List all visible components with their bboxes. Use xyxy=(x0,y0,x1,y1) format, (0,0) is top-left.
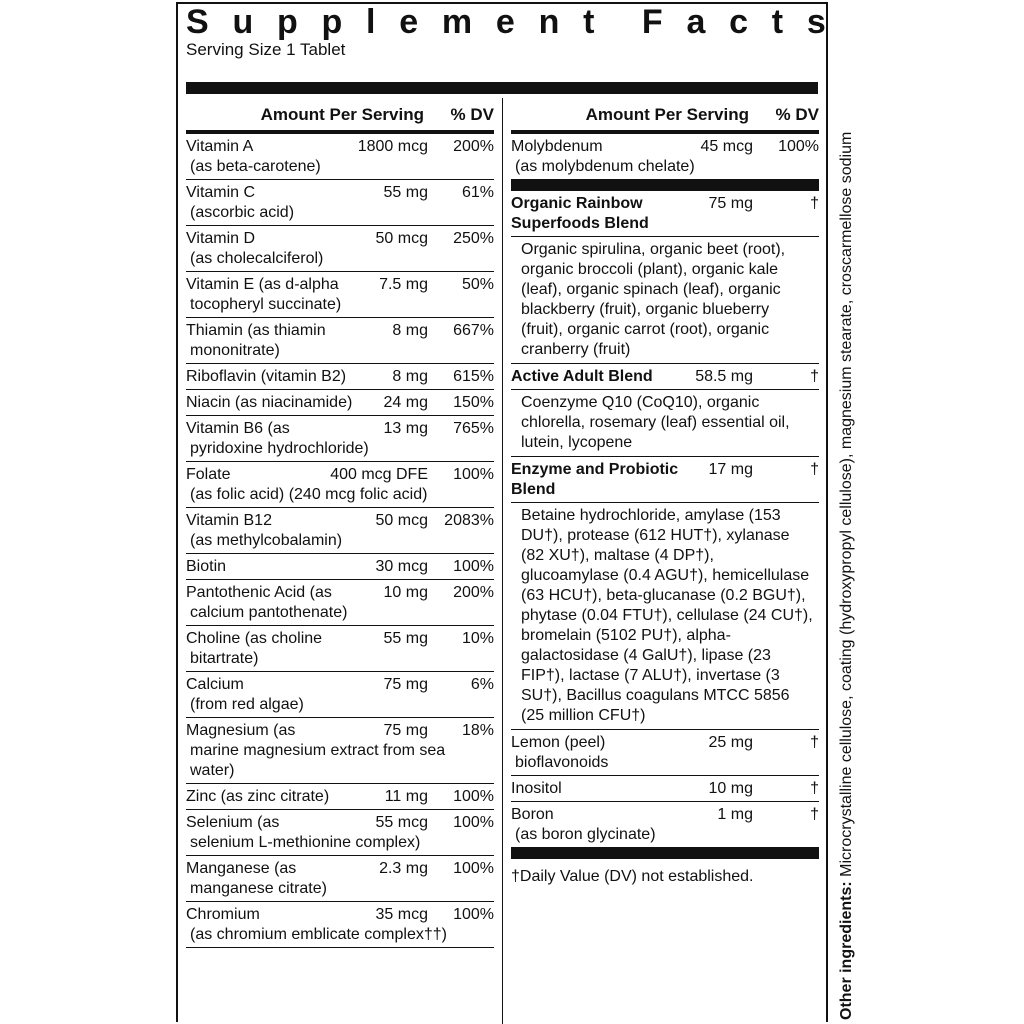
nutrient-name: Folate xyxy=(186,466,231,483)
nutrient-name: Active Adult Blend xyxy=(511,368,653,385)
nutrient-dv: 200% xyxy=(453,138,494,155)
nutrient-row xyxy=(511,191,819,237)
nutrient-name: Vitamin E (as d-alpha xyxy=(186,276,339,293)
nutrient-row xyxy=(186,626,494,672)
serving-size: Serving Size 1 Tablet xyxy=(186,40,346,59)
nutrient-row xyxy=(186,902,494,948)
title-letter: p xyxy=(276,3,298,41)
nutrient-source: calcium pantothenate) xyxy=(190,604,348,621)
nutrient-row xyxy=(186,180,494,226)
nutrient-name: Molybdenum xyxy=(511,138,603,155)
nutrient-row xyxy=(186,554,494,580)
nutrient-amount: 45 mcg xyxy=(700,138,753,155)
nutrient-name: Vitamin B6 (as xyxy=(186,420,290,437)
title-letter: c xyxy=(729,3,749,41)
nutrient-dv: 100% xyxy=(453,558,494,575)
nutrient-row xyxy=(186,718,494,784)
nutrient-row xyxy=(511,776,819,802)
nutrient-row xyxy=(186,810,494,856)
nutrient-name: Biotin xyxy=(186,558,227,575)
nutrient-row xyxy=(186,226,494,272)
nutrient-row xyxy=(186,364,494,390)
nutrient-row xyxy=(186,580,494,626)
nutrient-name: Boron xyxy=(511,806,554,823)
column-header xyxy=(186,100,494,134)
nutrient-amount: 1800 mcg xyxy=(357,138,428,155)
nutrient-row xyxy=(186,508,494,554)
nutrient-source: bitartrate) xyxy=(190,650,259,667)
nutrient-row xyxy=(511,730,819,776)
title-letter: t xyxy=(771,3,784,41)
nutrient-dv: 615% xyxy=(453,368,494,385)
nutrient-row xyxy=(511,457,819,503)
nutrient-source: (as beta-carotene) xyxy=(190,158,321,175)
nutrient-source: (from red algae) xyxy=(190,696,304,713)
nutrient-dv: † xyxy=(810,734,819,751)
nutrient-amount: 400 mcg DFE xyxy=(330,466,428,483)
dv-header: % DV xyxy=(450,105,494,124)
blend-ingredients: Organic spirulina, organic beet (root), organic broccoli (plant), organic kale (leaf), organic spinach (leaf), organic blackberry (fruit), organic blueberry (fruit), organic carrot (root), organic cranberry (fruit) xyxy=(511,237,819,364)
nutrient-amount: 17 mg xyxy=(708,461,753,478)
nutrient-name: Calcium xyxy=(186,676,244,693)
nutrient-source: marine magnesium extract from sea water) xyxy=(190,742,446,779)
nutrient-dv: † xyxy=(810,195,819,212)
nutrient-name: Thiamin (as thiamin xyxy=(186,322,326,339)
nutrient-row-molybdenum xyxy=(511,134,819,191)
nutrient-row xyxy=(511,364,819,390)
nutrient-row xyxy=(186,856,494,902)
nutrient-dv: † xyxy=(810,780,819,797)
nutrient-amount: 2.3 mg xyxy=(379,860,428,877)
nutrient-amount: 25 mg xyxy=(708,734,753,751)
nutrient-dv: 765% xyxy=(453,420,494,437)
title-letter: e xyxy=(495,3,515,41)
title-letter: n xyxy=(538,3,560,41)
nutrient-dv: 2083% xyxy=(444,512,494,529)
nutrient-name: Vitamin B12 xyxy=(186,512,272,529)
nutrient-amount: 30 mcg xyxy=(375,558,428,575)
ingredients-text: Microcrystalline cellulose, coating (hydroxypropyl cellulose), magnesium stearate, croscarmellose sodium xyxy=(838,131,855,877)
nutrient-source: bioflavonoids xyxy=(515,754,609,771)
nutrient-row xyxy=(186,134,494,180)
nutrient-row xyxy=(186,318,494,364)
dv-footnote: †Daily Value (DV) not established. xyxy=(511,868,754,885)
nutrient-dv: 667% xyxy=(453,322,494,339)
nutrient-dv: 10% xyxy=(461,630,494,647)
title-letter: l xyxy=(366,3,376,41)
nutrient-amount: 75 mg xyxy=(383,676,428,693)
nutrient-source: (as folic acid) (240 mcg folic acid) xyxy=(190,486,428,503)
nutrient-source: (as cholecalciferol) xyxy=(190,250,324,267)
nutrient-name: Vitamin D xyxy=(186,230,256,247)
nutrient-dv: 100% xyxy=(453,860,494,877)
nutrient-dv: 100% xyxy=(453,814,494,831)
nutrient-source: mononitrate) xyxy=(190,342,280,359)
title-letter: F xyxy=(641,3,663,41)
nutrient-amount: 8 mg xyxy=(392,368,428,385)
nutrient-name: Enzyme and Probiotic Blend xyxy=(511,461,679,498)
nutrient-amount: 13 mg xyxy=(383,420,428,437)
nutrient-name: Organic Rainbow Superfoods Blend xyxy=(511,195,649,232)
nutrient-dv: 100% xyxy=(453,906,494,923)
nutrient-dv: 200% xyxy=(453,584,494,601)
nutrient-source: tocopheryl succinate) xyxy=(190,296,342,313)
nutrient-name: Zinc (as zinc citrate) xyxy=(186,788,330,805)
ingredients-label: Other ingredients: xyxy=(838,881,855,1020)
nutrient-dv: 100% xyxy=(453,788,494,805)
column-divider xyxy=(502,98,503,1024)
nutrient-amount: 24 mg xyxy=(383,394,428,411)
header-bar xyxy=(186,82,818,94)
title-letter: e xyxy=(399,3,419,41)
nutrient-name: Choline (as choline xyxy=(186,630,323,647)
nutrient-source: (as molybdenum chelate) xyxy=(515,158,695,175)
nutrient-row xyxy=(186,272,494,318)
nutrient-dv: 6% xyxy=(470,676,494,693)
nutrient-dv: † xyxy=(810,806,819,823)
nutrient-amount: 55 mg xyxy=(383,184,428,201)
nutrient-name: Manganese (as xyxy=(186,860,297,877)
nutrient-dv: 61% xyxy=(461,184,494,201)
nutrient-source: (as methylcobalamin) xyxy=(190,532,343,549)
title-letter: s xyxy=(806,3,826,41)
nutrient-amount: 58.5 mg xyxy=(695,368,753,385)
nutrient-row xyxy=(186,462,494,508)
amount-header: Amount Per Serving xyxy=(260,105,424,124)
title-letter: S xyxy=(186,3,209,41)
title-letter: p xyxy=(321,3,343,41)
nutrient-name: Vitamin A xyxy=(186,138,254,155)
blend-ingredients: Coenzyme Q10 (CoQ10), organic chlorella, rosemary (leaf) essential oil, lutein, lycopene xyxy=(511,390,819,457)
nutrient-name: Niacin (as niacinamide) xyxy=(186,394,353,411)
nutrient-dv: 50% xyxy=(461,276,494,293)
nutrient-row xyxy=(186,416,494,462)
nutrient-dv: † xyxy=(810,368,819,385)
nutrient-amount: 55 mcg xyxy=(375,814,428,831)
nutrient-name: Inositol xyxy=(511,780,562,797)
nutrient-dv: 250% xyxy=(453,230,494,247)
nutrient-amount: 50 mcg xyxy=(375,230,428,247)
nutrient-source: (as boron glycinate) xyxy=(515,826,656,843)
nutrient-source: (ascorbic acid) xyxy=(190,204,295,221)
nutrient-dv: 100% xyxy=(778,138,819,155)
left-column xyxy=(186,100,494,948)
nutrient-amount: 50 mcg xyxy=(375,512,428,529)
nutrient-amount: 75 mg xyxy=(383,722,428,739)
nutrient-source: pyridoxine hydrochloride) xyxy=(190,440,369,457)
nutrient-row xyxy=(186,390,494,416)
nutrient-name: Selenium (as xyxy=(186,814,280,831)
nutrient-amount: 8 mg xyxy=(392,322,428,339)
nutrient-amount: 1 mg xyxy=(717,806,753,823)
dv-header: % DV xyxy=(775,105,819,124)
right-column xyxy=(511,100,819,887)
panel-title xyxy=(186,4,826,40)
nutrient-amount: 10 mg xyxy=(708,780,753,797)
nutrient-source: selenium L-methionine complex) xyxy=(190,834,421,851)
title-letter: a xyxy=(686,3,706,41)
nutrient-row xyxy=(186,672,494,718)
nutrient-amount: 35 mcg xyxy=(375,906,428,923)
nutrient-name: Pantothenic Acid (as xyxy=(186,584,332,601)
nutrient-name: Lemon (peel) xyxy=(511,734,606,751)
nutrient-amount: 7.5 mg xyxy=(379,276,428,293)
amount-header: Amount Per Serving xyxy=(585,105,749,124)
other-ingredients xyxy=(838,10,856,1020)
nutrient-amount: 55 mg xyxy=(383,630,428,647)
nutrient-dv: 100% xyxy=(453,466,494,483)
nutrient-row xyxy=(511,802,819,859)
nutrient-amount: 75 mg xyxy=(708,195,753,212)
blend-ingredients: Betaine hydrochloride, amylase (153 DU†), protease (612 HUT†), xylanase (82 XU†), maltase (4 DP†), glucoamylase (0.4 AGU†), hemicellulase (63 HCU†), beta-glucanase (0.2 BGU†), phytase (0.04 FTU†), cellulase (24 CU†), bromelain (5102 PU†), alpha-galactosidase (4 GalU†), lipase (23 FIP†), lactase (7 ALU†), invertase (3 SU†), Bacillus coagulans MTCC 5856 (25 million CFU†) xyxy=(511,503,819,730)
nutrient-row xyxy=(186,784,494,810)
nutrient-source: (as chromium emblicate complex††) xyxy=(190,926,447,943)
nutrient-name: Chromium xyxy=(186,906,260,923)
nutrient-source: manganese citrate) xyxy=(190,880,327,897)
column-header xyxy=(511,100,819,134)
nutrient-amount: 11 mg xyxy=(384,788,428,805)
title-letter: u xyxy=(232,3,254,41)
title-letter: m xyxy=(441,3,473,41)
nutrient-name: Riboflavin (vitamin B2) xyxy=(186,368,347,385)
nutrient-amount: 10 mg xyxy=(383,584,428,601)
nutrient-name: Vitamin C xyxy=(186,184,256,201)
nutrient-dv: † xyxy=(810,461,819,478)
nutrient-name: Magnesium (as xyxy=(186,722,296,739)
title-letter: t xyxy=(583,3,595,41)
nutrient-dv: 150% xyxy=(453,394,494,411)
nutrient-dv: 18% xyxy=(461,722,494,739)
